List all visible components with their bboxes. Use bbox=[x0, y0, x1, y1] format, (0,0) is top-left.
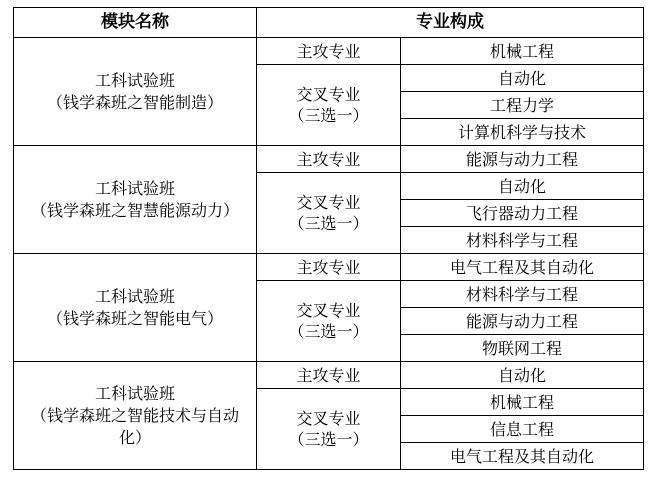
cross-major-label: 交叉专业 bbox=[296, 301, 361, 320]
table-row bbox=[14, 146, 644, 173]
main-major-value: 能源与动力工程 bbox=[401, 146, 644, 173]
module-name-line1: 工科试验班 bbox=[94, 383, 175, 403]
module-name-line2: （钱学森班之智能技术与自动化） bbox=[30, 405, 239, 447]
cross-major-label-cell bbox=[257, 173, 401, 254]
module-name-line2: （钱学森班之智能电气） bbox=[46, 308, 223, 328]
cross-major-value: 材料科学与工程 bbox=[401, 227, 644, 254]
cross-major-label: 交叉专业 bbox=[296, 193, 361, 212]
cross-major-value: 计算机科学与技术 bbox=[401, 119, 644, 146]
module-name-line1: 工科试验班 bbox=[94, 70, 175, 90]
module-name-cell bbox=[14, 362, 257, 470]
cross-major-note: （三选一） bbox=[288, 322, 369, 341]
table-header-row bbox=[14, 8, 644, 38]
header-module-name: 模块名称 bbox=[14, 8, 257, 38]
cross-major-label: 交叉专业 bbox=[296, 85, 361, 104]
cross-major-value: 飞行器动力工程 bbox=[401, 200, 644, 227]
module-name-cell bbox=[14, 254, 257, 362]
header-major-composition: 专业构成 bbox=[257, 8, 644, 38]
cross-major-value: 自动化 bbox=[401, 173, 644, 200]
cross-major-value: 信息工程 bbox=[401, 416, 644, 443]
module-name-line1: 工科试验班 bbox=[94, 178, 175, 198]
cross-major-note: （三选一） bbox=[288, 214, 369, 233]
cross-major-value: 机械工程 bbox=[401, 389, 644, 416]
cross-major-label-cell bbox=[257, 281, 401, 362]
cross-major-label: 交叉专业 bbox=[296, 409, 361, 428]
cross-major-value: 自动化 bbox=[401, 65, 644, 92]
module-name-line2: （钱学森班之智慧能源动力） bbox=[30, 200, 239, 220]
table-row bbox=[14, 38, 644, 65]
major-composition-table bbox=[13, 7, 644, 470]
cross-major-label-cell bbox=[257, 389, 401, 470]
cross-major-note: （三选一） bbox=[288, 106, 369, 125]
main-major-value: 电气工程及其自动化 bbox=[401, 254, 644, 281]
main-major-label: 主攻专业 bbox=[257, 146, 401, 173]
main-major-label: 主攻专业 bbox=[257, 38, 401, 65]
module-name-line1: 工科试验班 bbox=[94, 286, 175, 306]
cross-major-value: 电气工程及其自动化 bbox=[401, 443, 644, 470]
cross-major-value: 材料科学与工程 bbox=[401, 281, 644, 308]
main-major-value: 自动化 bbox=[401, 362, 644, 389]
module-name-cell bbox=[14, 38, 257, 146]
cross-major-value: 工程力学 bbox=[401, 92, 644, 119]
cross-major-value: 物联网工程 bbox=[401, 335, 644, 362]
cross-major-note: （三选一） bbox=[288, 430, 369, 449]
main-major-value: 机械工程 bbox=[401, 38, 644, 65]
table-row bbox=[14, 362, 644, 389]
main-major-label: 主攻专业 bbox=[257, 254, 401, 281]
cross-major-label-cell bbox=[257, 65, 401, 146]
main-major-label: 主攻专业 bbox=[257, 362, 401, 389]
module-name-cell bbox=[14, 146, 257, 254]
table-row bbox=[14, 254, 644, 281]
cross-major-value: 能源与动力工程 bbox=[401, 308, 644, 335]
module-name-line2: （钱学森班之智能制造） bbox=[46, 92, 223, 112]
